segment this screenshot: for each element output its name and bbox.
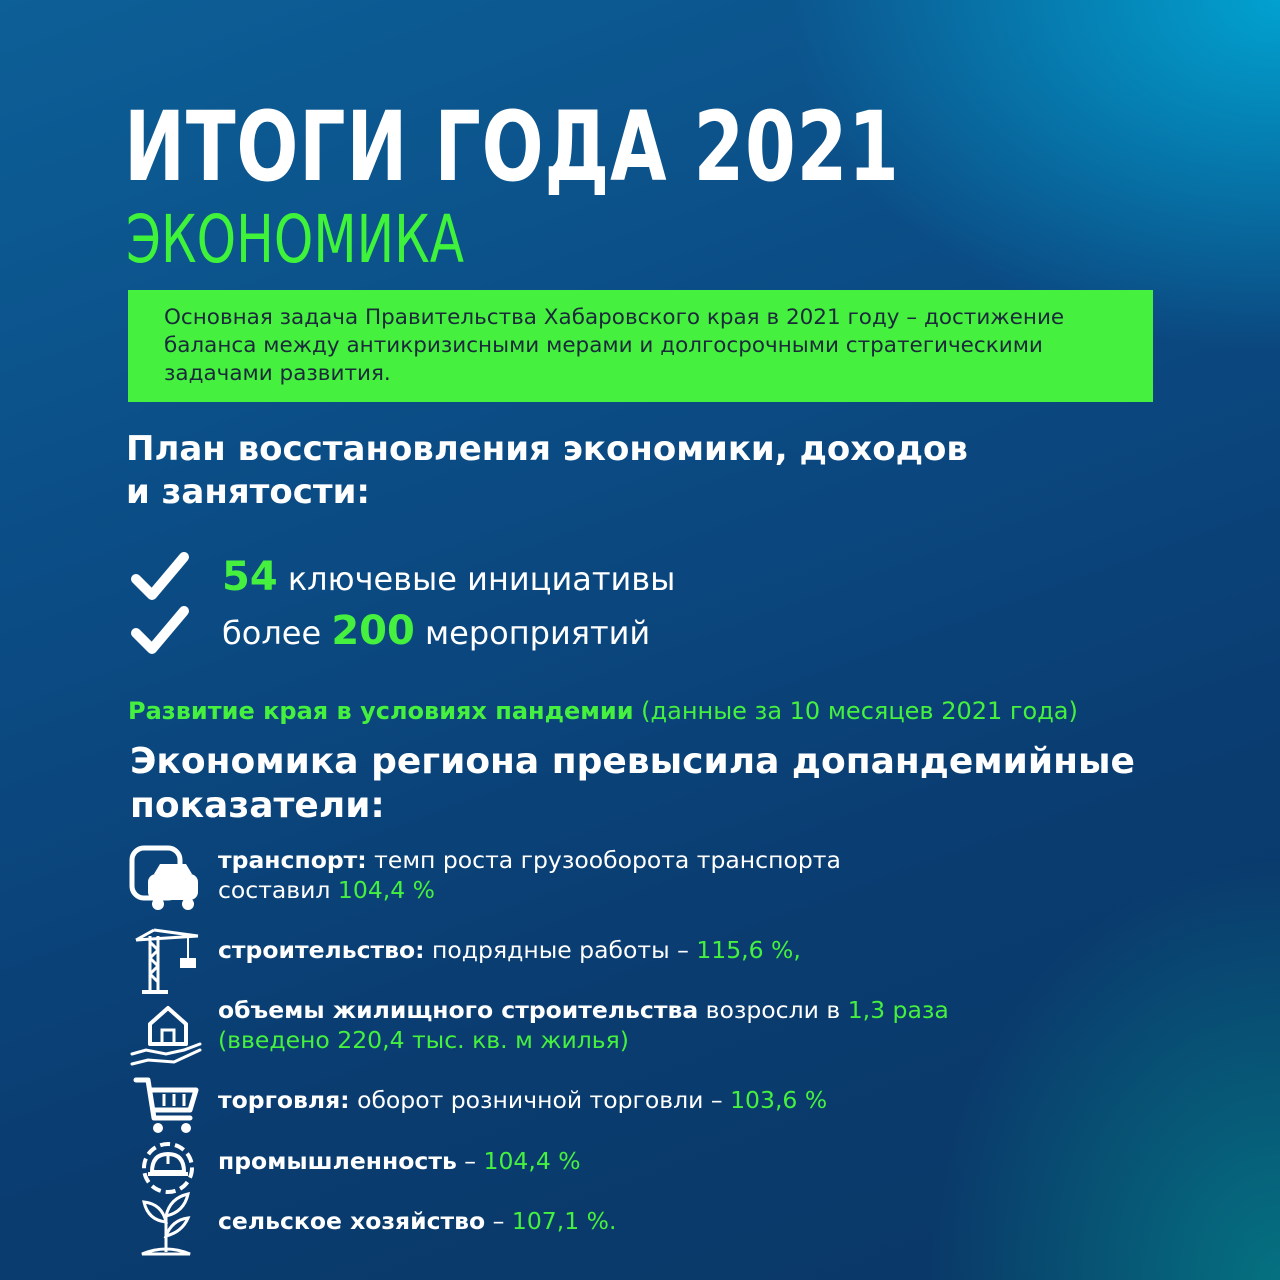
economy-item-trade: торговля: оборот розничной торговли – 103,6 % — [218, 1086, 828, 1114]
economy-heading-line1: Экономика региона превысила допандемийные — [130, 741, 1135, 782]
economy-heading — [130, 740, 1230, 828]
checkmark-icon — [130, 549, 190, 605]
economy-item-agriculture: сельское хозяйство – 107,1 %. — [218, 1207, 617, 1235]
economy-item-industry: промышленность – 104,4 % — [218, 1147, 581, 1175]
pandemic-highlight: Развитие края в условиях пандемии — [128, 697, 634, 725]
pandemic-note: (данные за 10 месяцев 2021 года) — [633, 697, 1078, 725]
plan-item-text: более 200 мероприятий — [222, 608, 651, 654]
plan-heading-line1: План восстановления экономики, доходов — [126, 429, 968, 469]
page-title: ИТОГИ ГОДА 2021 — [124, 91, 900, 203]
plan-item-text: 54 ключевые инициативы — [222, 554, 676, 600]
economy-heading-line2: показатели: — [130, 785, 385, 826]
intro-box — [128, 290, 1153, 402]
economy-item-housing: объемы жилищного строительства возросли в 1,3 раза (введено 220,4 тыс. кв. м жилья) — [218, 996, 949, 1054]
checkmark-icon — [130, 603, 190, 659]
plan-item — [130, 603, 650, 659]
page-subtitle: ЭКОНОМИКА — [126, 201, 465, 278]
crane-icon — [128, 922, 204, 998]
house-in-hand-icon — [128, 994, 204, 1070]
plan-item-number: 200 — [331, 608, 415, 654]
pandemic-line — [128, 697, 1078, 725]
sprout-icon — [128, 1186, 204, 1262]
economy-item-transport: транспорт: темп роста грузооборота транспорта составил 104,4 % — [218, 846, 841, 904]
plan-heading — [126, 428, 1126, 514]
plan-item — [130, 549, 675, 605]
economy-item-construction: строительство: подрядные работы – 115,6 %, — [218, 936, 801, 964]
intro-text: Основная задача Правительства Хабаровского края в 2021 году – достижение баланса между антикризисными мерами и долгосрочными стратегическими задачами развития. — [164, 305, 1065, 386]
transport-icon — [128, 840, 204, 916]
plan-item-number: 54 — [222, 554, 278, 600]
plan-heading-line2: и занятости: — [126, 472, 371, 512]
